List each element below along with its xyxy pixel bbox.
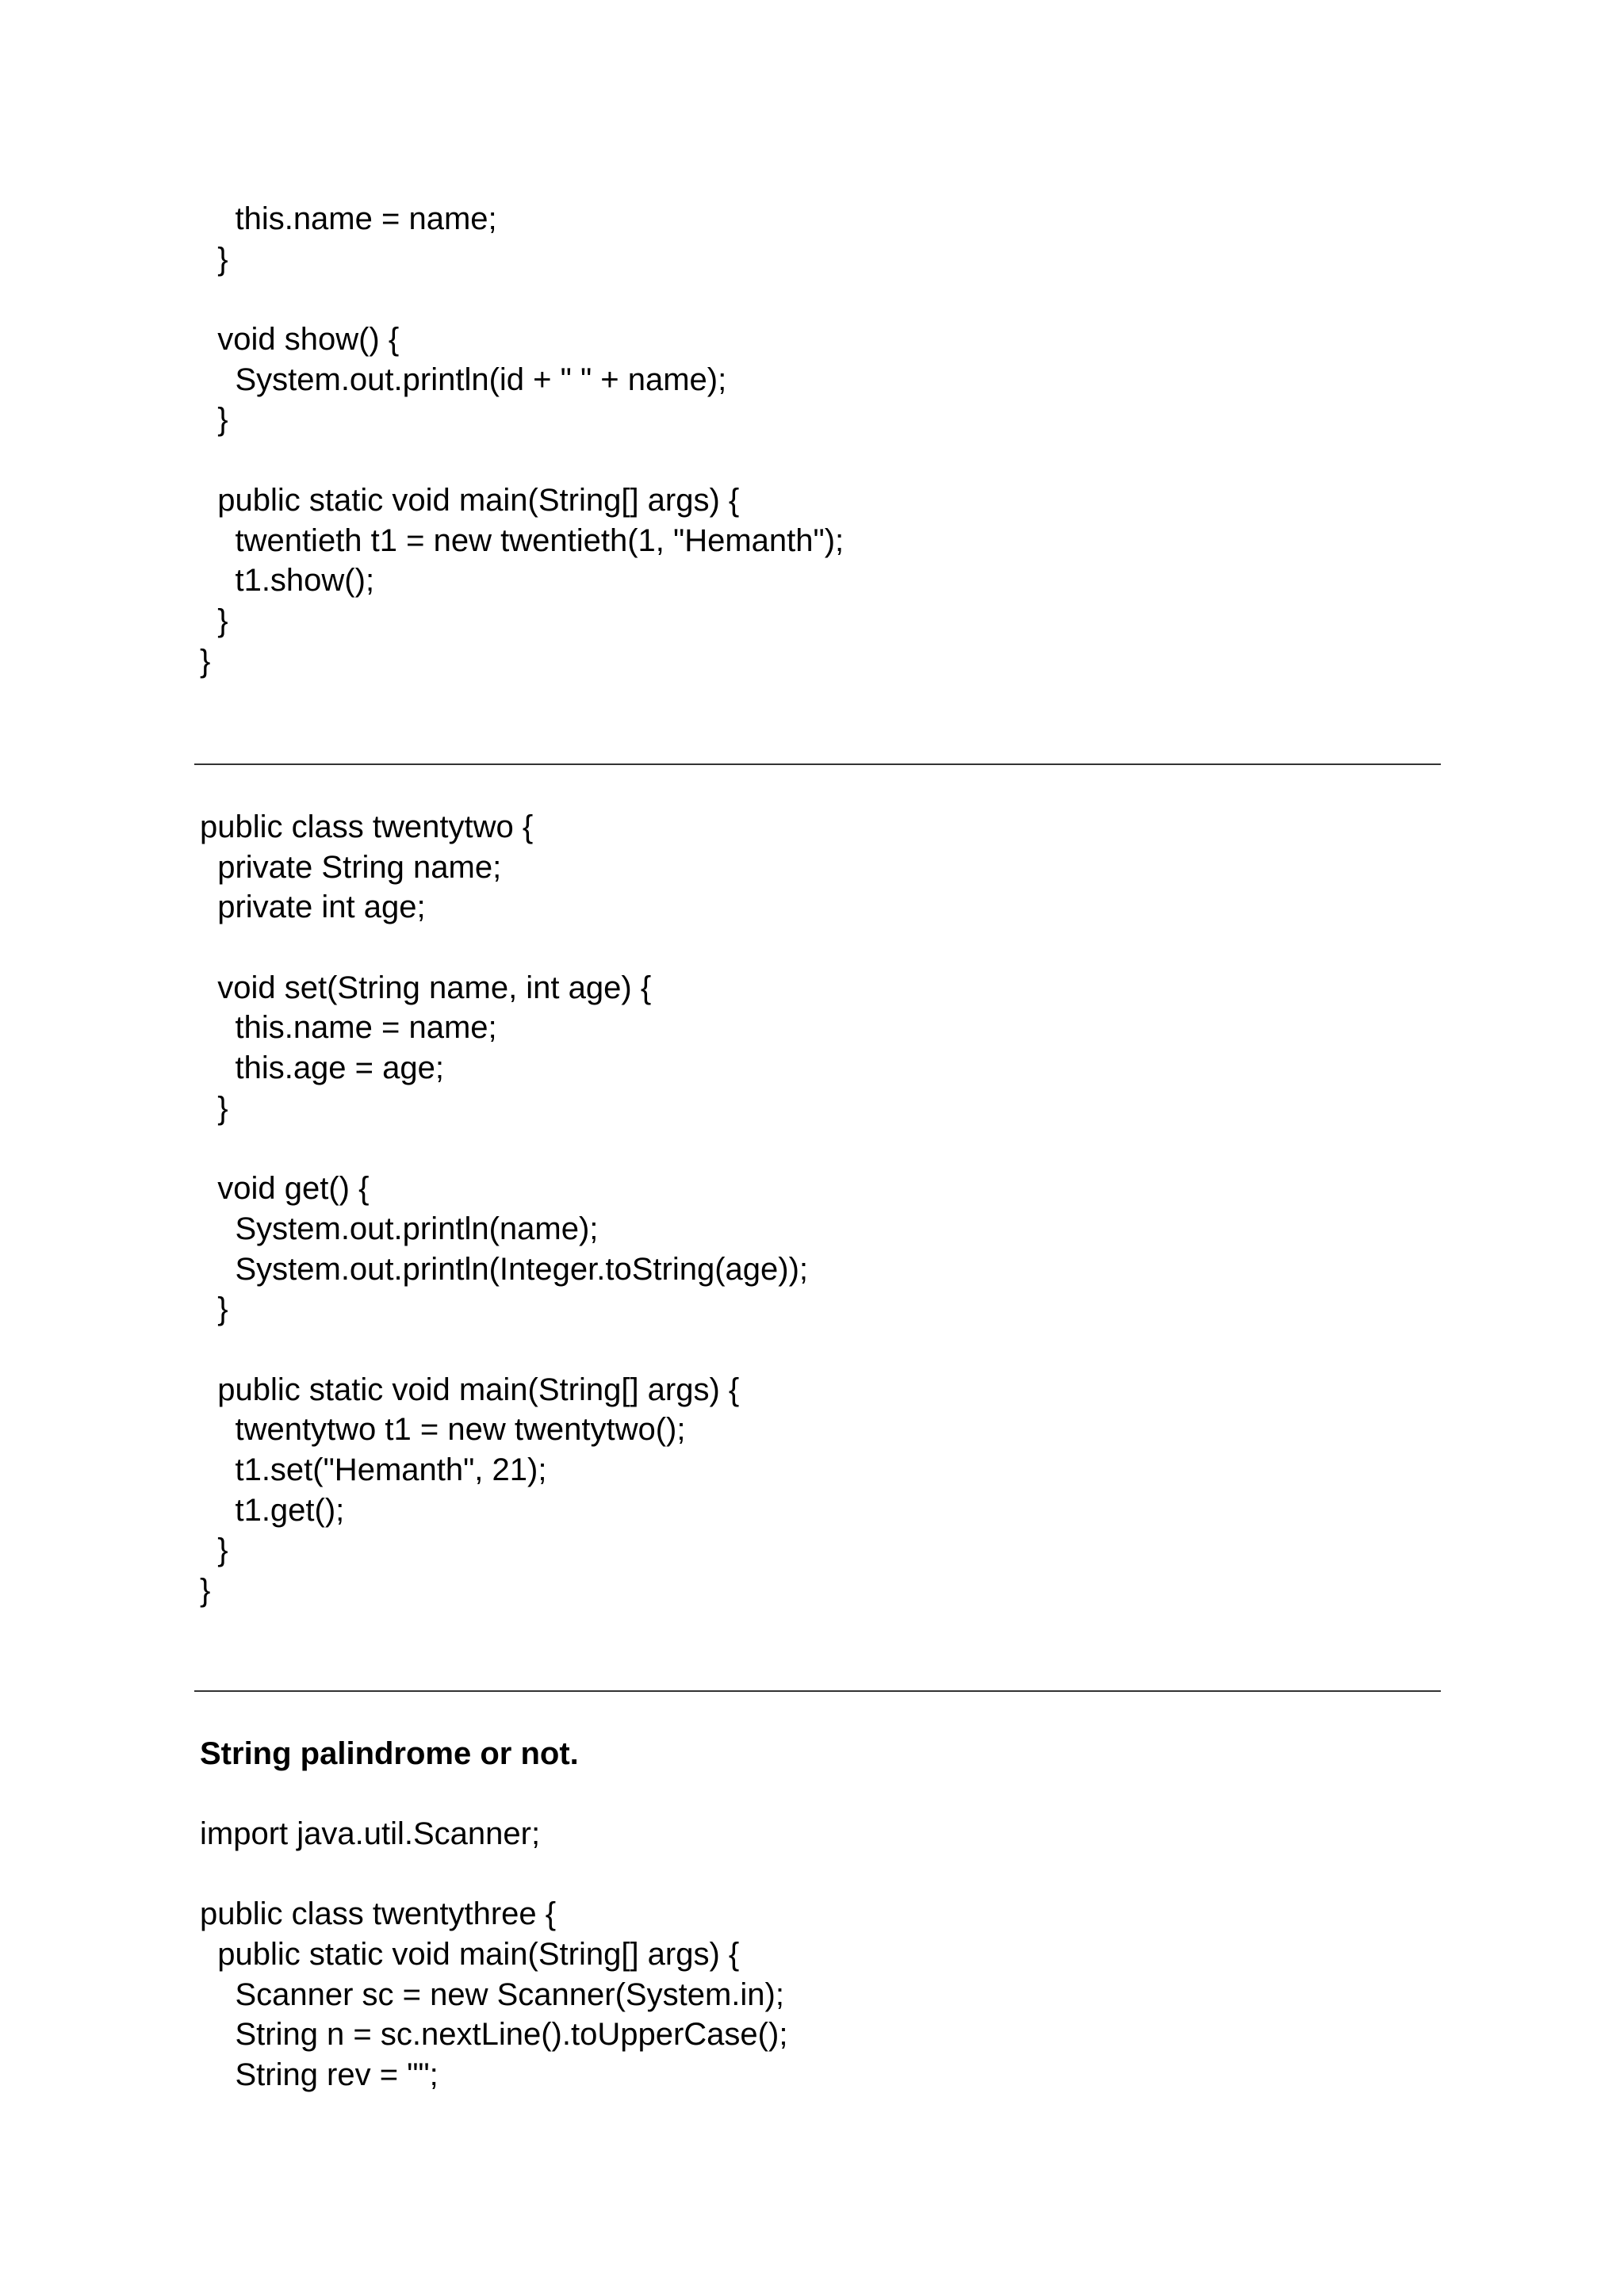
section-heading: String palindrome or not. (200, 1736, 579, 1771)
code-line: twentieth t1 = new twentieth(1, "Hemanth"); (200, 522, 845, 558)
code-line: this.name = name; (200, 1010, 497, 1046)
code-line: public static void main(String[] args) { (200, 1937, 740, 1973)
code-line: System.out.println(Integer.toString(age)); (200, 1251, 809, 1287)
code-line: t1.get(); (200, 1492, 345, 1528)
code-line: this.age = age; (200, 1050, 444, 1086)
code-line: } (200, 1292, 228, 1327)
code-line: private int age; (200, 890, 426, 925)
code-line: String n = sc.nextLine().toUpperCase(); (200, 2017, 788, 2053)
code-line: } (200, 603, 228, 638)
section-heading-container (200, 1734, 1437, 1774)
code-line (200, 440, 1437, 480)
code-line: } (200, 1090, 228, 1126)
code-line: public class twentythree { (200, 1896, 557, 1932)
code-line: public class twentytwo { (200, 809, 534, 844)
code-line: public static void main(String[] args) { (200, 482, 740, 518)
code-line: System.out.println(id + " " + name); (200, 362, 727, 397)
code-line: } (200, 643, 211, 679)
code-line (200, 279, 1437, 320)
code-line: twentytwo t1 = new twentytwo(); (200, 1412, 686, 1448)
code-line: void show() { (200, 322, 400, 358)
code-line: private String name; (200, 849, 502, 885)
section-divider (194, 763, 1441, 765)
code-line: String rev = ""; (200, 2057, 439, 2093)
code-line: t1.show(); (200, 563, 375, 599)
code-line: this.name = name; (200, 201, 497, 236)
code-line (200, 1854, 1437, 1895)
code-line: System.out.println(name); (200, 1211, 599, 1246)
code-line: } (200, 402, 228, 438)
code-block-twentythree (200, 1814, 1437, 2095)
code-line: } (200, 241, 228, 277)
code-block-twentieth-tail (200, 199, 1437, 681)
code-line: Scanner sc = new Scanner(System.in); (200, 1976, 784, 2012)
code-line: } (200, 1573, 211, 1609)
code-line: } (200, 1533, 228, 1568)
code-line (200, 1330, 1437, 1370)
code-line: public static void main(String[] args) { (200, 1372, 740, 1407)
code-line: void get() { (200, 1171, 370, 1207)
code-line: import java.util.Scanner; (200, 1816, 541, 1851)
section-divider (194, 1690, 1441, 1692)
code-block-twentytwo (200, 807, 1437, 1611)
code-line (200, 928, 1437, 968)
code-line (200, 1129, 1437, 1169)
code-line: t1.set("Hemanth", 21); (200, 1452, 547, 1487)
code-line: void set(String name, int age) { (200, 970, 652, 1005)
